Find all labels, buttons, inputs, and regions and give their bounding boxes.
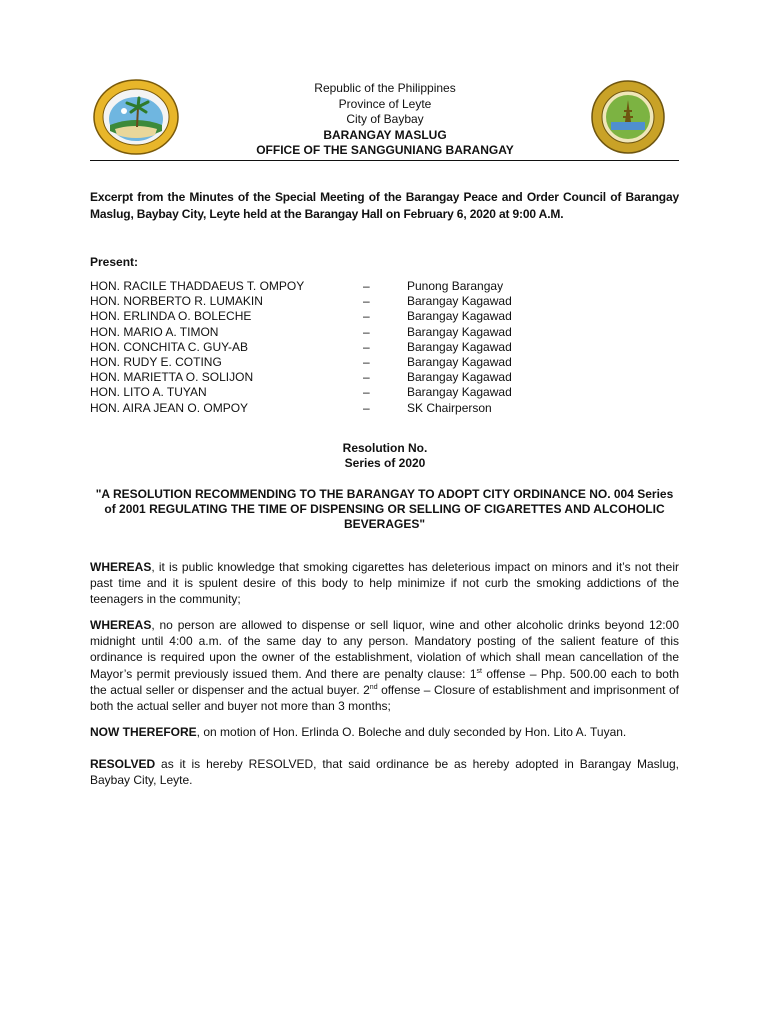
member-name: HON. RUDY E. COTING [90,354,222,369]
letterhead [200,81,570,159]
member-position: Barangay Kagawad [407,370,512,385]
resolved-text: as it is hereby RESOLVED, that said ordinance be as hereby adopted in Barangay Maslug, Baybay City, Leyte. [90,757,679,788]
resolution-series: Series of 2020 [344,456,426,470]
whereas-lead: WHEREAS [90,618,152,632]
header-city: City of Baybay [346,112,424,126]
list-item [90,385,610,400]
list-item [90,401,610,416]
whereas-paragraph-1 [90,559,679,608]
ordinal-suffix: nd [369,683,378,691]
member-position: Barangay Kagawad [407,309,512,324]
list-item [90,340,610,355]
separator-dash: – [363,370,370,385]
member-position: Barangay Kagawad [407,354,512,369]
list-item [90,309,610,324]
barangay-seal-icon [93,79,179,155]
member-name: HON. NORBERTO R. LUMAKIN [90,294,263,309]
list-item [90,355,610,370]
now-therefore-text: , on motion of Hon. Erlinda O. Boleche and duly seconded by Hon. Lito A. Tuyan. [196,725,627,739]
separator-dash: – [363,339,370,354]
member-position: Barangay Kagawad [407,294,512,309]
member-name: HON. LITO A. TUYAN [90,385,207,400]
whereas-paragraph-2 [90,617,679,714]
resolution-number: Resolution No. [342,441,428,455]
now-therefore-lead: NOW THEREFORE [90,725,197,739]
resolved-paragraph [90,756,679,788]
resolution-number-block [200,441,570,471]
resolved-lead: RESOLVED [90,757,156,771]
member-position: Barangay Kagawad [407,324,512,339]
header-divider [90,160,679,161]
list-item [90,325,610,340]
list-item [90,294,610,309]
header-country: Republic of the Philippines [314,81,456,95]
separator-dash: – [363,309,370,324]
member-position: Barangay Kagawad [407,385,512,400]
ordinal-suffix: st [476,667,482,675]
attendance-list [90,279,610,416]
whereas-text: offense – Php. 500.00 each to both the actual seller or dispenser and the actual buyer. 2 [90,666,679,697]
header-barangay: BARANGAY MASLUG [323,127,447,142]
list-item [90,279,610,294]
whereas-text: , no person are allowed to dispense or sell liquor, wine and other alcoholic drinks beyond 12:00 midnight until 4:00 a.m. of the same day to any person. Mandatory posting of the salient feature of this ordinance is required upon the owner of the establishment, violation of which shall mean cancellation of the Mayor’s permit previously issued them. And there are penalty clause: 1 [90,618,679,681]
city-seal-icon [591,80,665,154]
member-name: HON. MARIETTA O. SOLIJON [90,370,254,385]
member-name: HON. MARIO A. TIMON [90,324,219,339]
separator-dash: – [363,400,370,415]
separator-dash: – [363,354,370,369]
whereas-text: offense – Closure of establishment and imprisonment of both the actual seller and buyer not more than 3 months; [90,682,679,714]
separator-dash: – [363,385,370,400]
member-position: Punong Barangay [407,279,504,293]
member-name: HON. ERLINDA O. BOLECHE [90,309,252,324]
resolution-title: "A RESOLUTION RECOMMENDING TO THE BARANGAY TO ADOPT CITY ORDINANCE NO. 004 Series of 2001 REGULATING THE TIME OF DISPENSING OR SELLING OF CIGARETTES AND ALCOHOLIC BEVERAGES" [95,487,674,531]
whereas-lead: WHEREAS [90,560,152,574]
header-office: OFFICE OF THE SANGGUNIANG BARANGAY [256,143,514,157]
member-position: SK Chairperson [407,400,492,415]
separator-dash: – [363,294,370,309]
header-province: Province of Leyte [338,96,432,111]
separator-dash: – [363,279,370,293]
member-name: HON. AIRA JEAN O. OMPOY [90,400,249,415]
whereas-text: , it is public knowledge that smoking cigarettes has deleterious impact on minors and it’s not their past time and it is spulent desire of this body to help minimize if not curb the smoking addictions of the teenagers in the community; [90,560,679,607]
present-heading: Present: [90,255,139,269]
member-position: Barangay Kagawad [407,339,512,354]
separator-dash: – [363,324,370,339]
list-item [90,370,610,385]
member-name: HON. CONCHITA C. GUY-AB [90,339,249,354]
excerpt-heading: Excerpt from the Minutes of the Special Meeting of the Barangay Peace and Order Council of Barangay Maslug, Baybay City, Leyte held at the Barangay Hall on February 6, 2020 at 9:00 A.M. [90,190,679,221]
member-name: HON. RACILE THADDAEUS T. OMPOY [90,279,305,293]
now-therefore-paragraph [90,724,679,740]
